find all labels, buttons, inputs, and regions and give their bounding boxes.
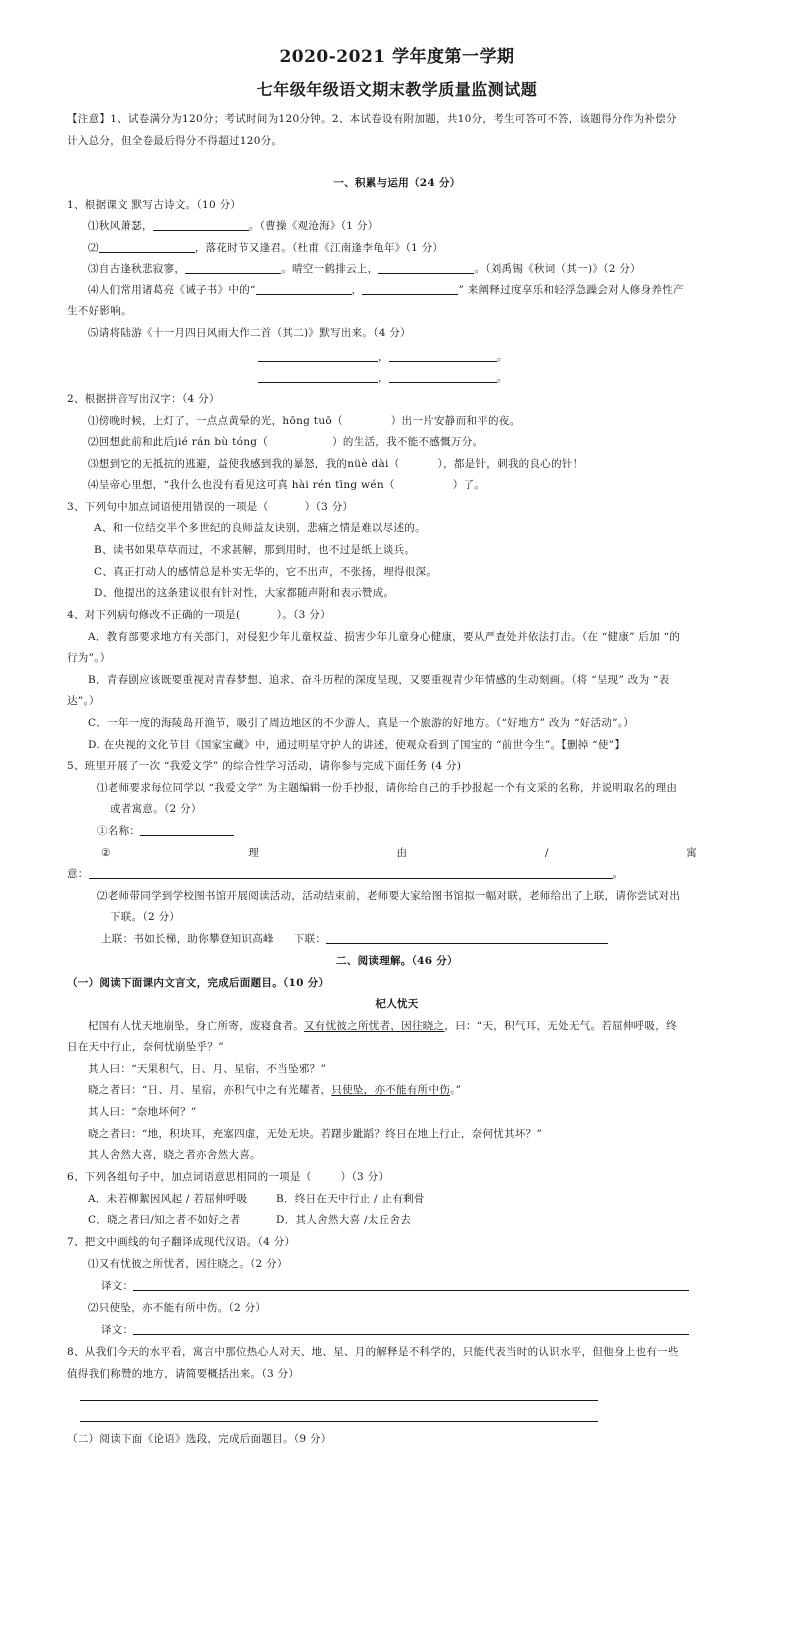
passage-para-5: 晓之者曰：“地，积块耳，充塞四虚，无处无块。若躇步跐蹈？终日在地上行止，奈何忧其坏？”	[88, 1128, 543, 1140]
q8-stem-cont: 值得我们称赞的地方，请简要概括出来。（3 分）	[67, 1368, 300, 1380]
q3-option-a: A、和一位结交半个多世纪的良师益友诀别，悲痛之情是难以尽述的。	[94, 522, 426, 534]
q8-answer-line-2[interactable]	[80, 1421, 598, 1422]
answer-blank[interactable]	[133, 1323, 689, 1335]
answer-blank[interactable]	[258, 350, 378, 362]
answer-blank[interactable]	[326, 932, 608, 944]
answer-blank[interactable]	[378, 262, 474, 274]
passage-para-6: 其人舍然大喜，晓之者亦舍然大喜。	[88, 1149, 261, 1161]
answer-blank[interactable]	[99, 241, 195, 253]
q1-stem: 1、根据课文 默写古诗文。（10 分）	[67, 199, 242, 211]
q1-poem-line-1: ， 。	[258, 350, 508, 364]
q4-option-a-cont: 行为”。）	[67, 652, 111, 664]
passage-para-4: 其人曰：“奈地坏何？”	[88, 1106, 197, 1118]
q5-part-2: ⑵老师带同学到学校图书馆开展阅读活动，活动结束前，老师要大家给图书馆拟一幅对联，老师给出了上联，请你尝试对出	[97, 890, 681, 902]
q7-answer-2: 译文：	[101, 1323, 689, 1337]
passage-para-1: 杞国有人忧天地崩坠，身亡所寄，废寝食者。又有忧彼之所忧者，因往晓之，曰：“天，积气耳，无处无气。若屈伸呼吸，终	[88, 1020, 677, 1032]
q1-item-3: ⑶自古逢秋悲寂寥， 。晴空一鹤排云上， 。（刘禹锡《秋词（其一)》（2 分）	[88, 263, 641, 275]
answer-blank[interactable]	[133, 1279, 689, 1291]
answer-blank[interactable]	[256, 283, 352, 295]
section1-heading: 一、积累与运用（24 分）	[333, 177, 461, 189]
q5-reason-answer: 意： 。	[67, 868, 624, 880]
answer-blank[interactable]	[258, 371, 378, 383]
q3-option-d: D、他提出的这条建议很有针对性，大家都随声附和表示赞成。	[94, 587, 395, 599]
answer-blank[interactable]	[389, 371, 497, 383]
q5-part-1: ⑴老师要求每位同学以 “我爱文学” 为主题编辑一份手抄报，请你给自己的手抄报起一个有文采的名称，并说明取名的理由	[97, 782, 678, 794]
q1-item-1: ⑴秋风萧瑟， 。（曹操《观沧海》（1 分）	[88, 220, 379, 232]
answer-blank[interactable]	[153, 219, 249, 231]
q1-item-4: ⑷人们常用诸葛亮《诫子书》中的“ ， ” 来阐释过度享乐和轻浮急躁会对人修身养性产	[88, 284, 684, 296]
answer-blank[interactable]	[89, 867, 613, 879]
q5-part-1-cont: 或者寓意。（2 分）	[110, 803, 202, 815]
q3-stem: 3、下列句中加点词语使用错误的一项是（ ）（3 分）	[67, 501, 354, 513]
passage-title: 杞人忧天	[375, 998, 419, 1010]
part1-heading: （一）阅读下面课内文言文，完成后面题目。（10 分）	[67, 977, 330, 989]
q7-item-2: ⑵只使坠，亦不能有所中伤。（2 分）	[88, 1302, 267, 1314]
passage-para-1-cont: 日在天中行止，奈何忧崩坠乎？”	[67, 1041, 224, 1053]
passage-para-3: 晓之者曰：“日、月、星宿，亦积气中之有光耀者，只使坠，亦不能有所中伤。”	[88, 1084, 462, 1096]
answer-blank[interactable]	[140, 824, 234, 836]
q6-option-c: C．晓之者曰/知之者不如好之者	[88, 1214, 241, 1226]
q5-name-line: ①名称：	[97, 824, 234, 838]
q6-option-d: D．其人舍然大喜 /太丘舍去	[276, 1214, 411, 1226]
q1-item-2: ⑵ ，落花时节又逢君。（杜甫《江南逢李龟年》（1 分）	[88, 242, 444, 254]
exam-title: 2020-2021 学年度第一学期	[279, 47, 515, 67]
q4-option-b-cont: 达”。）	[67, 695, 100, 707]
q4-option-b: B．青春剧应该既要重视对青春梦想、追求、奋斗历程的深度呈现，又要重视青少年情感的生动刻画。（将 “呈现” 改为 “表	[88, 674, 670, 686]
answer-blank[interactable]	[362, 283, 458, 295]
q7-stem: 7、把文中画线的句子翻译成现代汉语。（4 分）	[67, 1236, 296, 1248]
q4-stem: 4、对下列病句修改不正确的一项是( ）。（3 分）	[67, 609, 331, 621]
section2-heading: 二、阅读理解。（46 分）	[336, 955, 458, 967]
q8-stem: 8、从我们今天的水平看，寓言中那位热心人对天、地、星、月的解释是不科学的，只能代表当时的认识水平，但他身上也有一些	[67, 1346, 679, 1358]
q2-stem: 2、根据拼音写出汉字：（4 分）	[67, 393, 220, 405]
exam-subtitle: 七年级年级语文期末教学质量监测试题	[256, 80, 538, 99]
q7-item-1: ⑴又有忧彼之所忧者，因往晓之。（2 分）	[88, 1258, 288, 1270]
q5-couplet-line: 上联：书如长梯，助你攀登知识高峰 下联：	[101, 932, 608, 946]
passage-para-2: 其人曰：“天果积气，日、月、星宿，不当坠邪？”	[88, 1063, 327, 1075]
q2-item-3: ⑶想到它的无抵抗的逃避，益使我感到我的暴怒，我的nüè dài（ ），都是针，刺我的良心的针！	[88, 458, 584, 470]
underlined-sentence-2: 只使坠，亦不能有所中伤	[331, 1084, 451, 1096]
note-line-1: 【注意】1、试卷满分为120分；考试时间为120分钟。2、本试卷设有附加题，共10分，考生可答可不答，该题得分作为补偿分	[67, 113, 677, 125]
q5-part-2-cont: 下联。（2 分）	[110, 911, 181, 923]
q6-stem: 6、下列各组句子中，加点词语意思相同的一项是（ ）（3 分）	[67, 1171, 390, 1183]
q2-item-2: ⑵回想此前和此后jié rán bù tóng（ ）的生活，我不能不感慨万分。	[88, 436, 484, 448]
answer-blank[interactable]	[185, 262, 281, 274]
q3-option-c: C、真正打动人的感情总是朴实无华的，它不出声，不张扬，埋得很深。	[94, 566, 438, 578]
q2-item-4: ⑷呈帝心里想，“我什么也没有看见这可真 hài rén tīng wén（ ）了。	[88, 479, 486, 491]
q5-reason-line: ② 理 由 / 寓	[101, 847, 697, 859]
q8-answer-line-1[interactable]	[80, 1400, 598, 1401]
q7-answer-1: 译文：	[101, 1279, 689, 1293]
q1-item-5: ⑸请将陆游《十一月四日风雨大作二首（其二)》默写出来。（4 分）	[88, 327, 411, 339]
q5-stem: 5、班里开展了一次 “我爱文学” 的综合性学习活动，请你参与完成下面任务 (4 分)	[67, 760, 462, 772]
underlined-sentence-1: 又有忧彼之所忧者，因往晓之	[304, 1020, 445, 1032]
q3-option-b: B、读书如果草草而过，不求甚解，那到用时，也不过是纸上谈兵。	[94, 544, 416, 556]
answer-blank[interactable]	[389, 350, 497, 362]
part2-heading: （二）阅读下面《论语》选段，完成后面题目。（9 分）	[67, 1433, 332, 1445]
q4-option-a: A．教育部要求地方有关部门，对侵犯少年儿童权益、损害少年儿童身心健康，要从严查处并依法打击。（在 “健康” 后加 “的	[88, 631, 681, 643]
q2-item-1: ⑴傍晚时候，上灯了，一点点黄晕的光，hōng tuō（ ）出一片安静而和平的夜。	[88, 415, 521, 427]
q1-poem-line-2: ， 。	[258, 371, 508, 385]
q4-option-d: D. 在央视的文化节目《国家宝藏》中，通过明星守护人的讲述，使观众看到了国宝的 “前世今生”。【删掉 “使”】	[88, 739, 626, 751]
q6-option-a: A．未若柳絮因风起 / 若屈伸呼吸	[88, 1193, 248, 1205]
q6-option-b: B．终日在天中行止 / 止有剩骨	[276, 1193, 425, 1205]
q1-item-4-cont: 生不好影响。	[67, 305, 132, 317]
q4-option-c: C．一年一度的海陵岛开渔节，吸引了周边地区的不少游人，真是一个旅游的好地方。（“好地方” 改为 “好活动”。）	[88, 717, 635, 729]
note-line-2: 计入总分，但全卷最后得分不得超过120分。	[67, 135, 283, 147]
